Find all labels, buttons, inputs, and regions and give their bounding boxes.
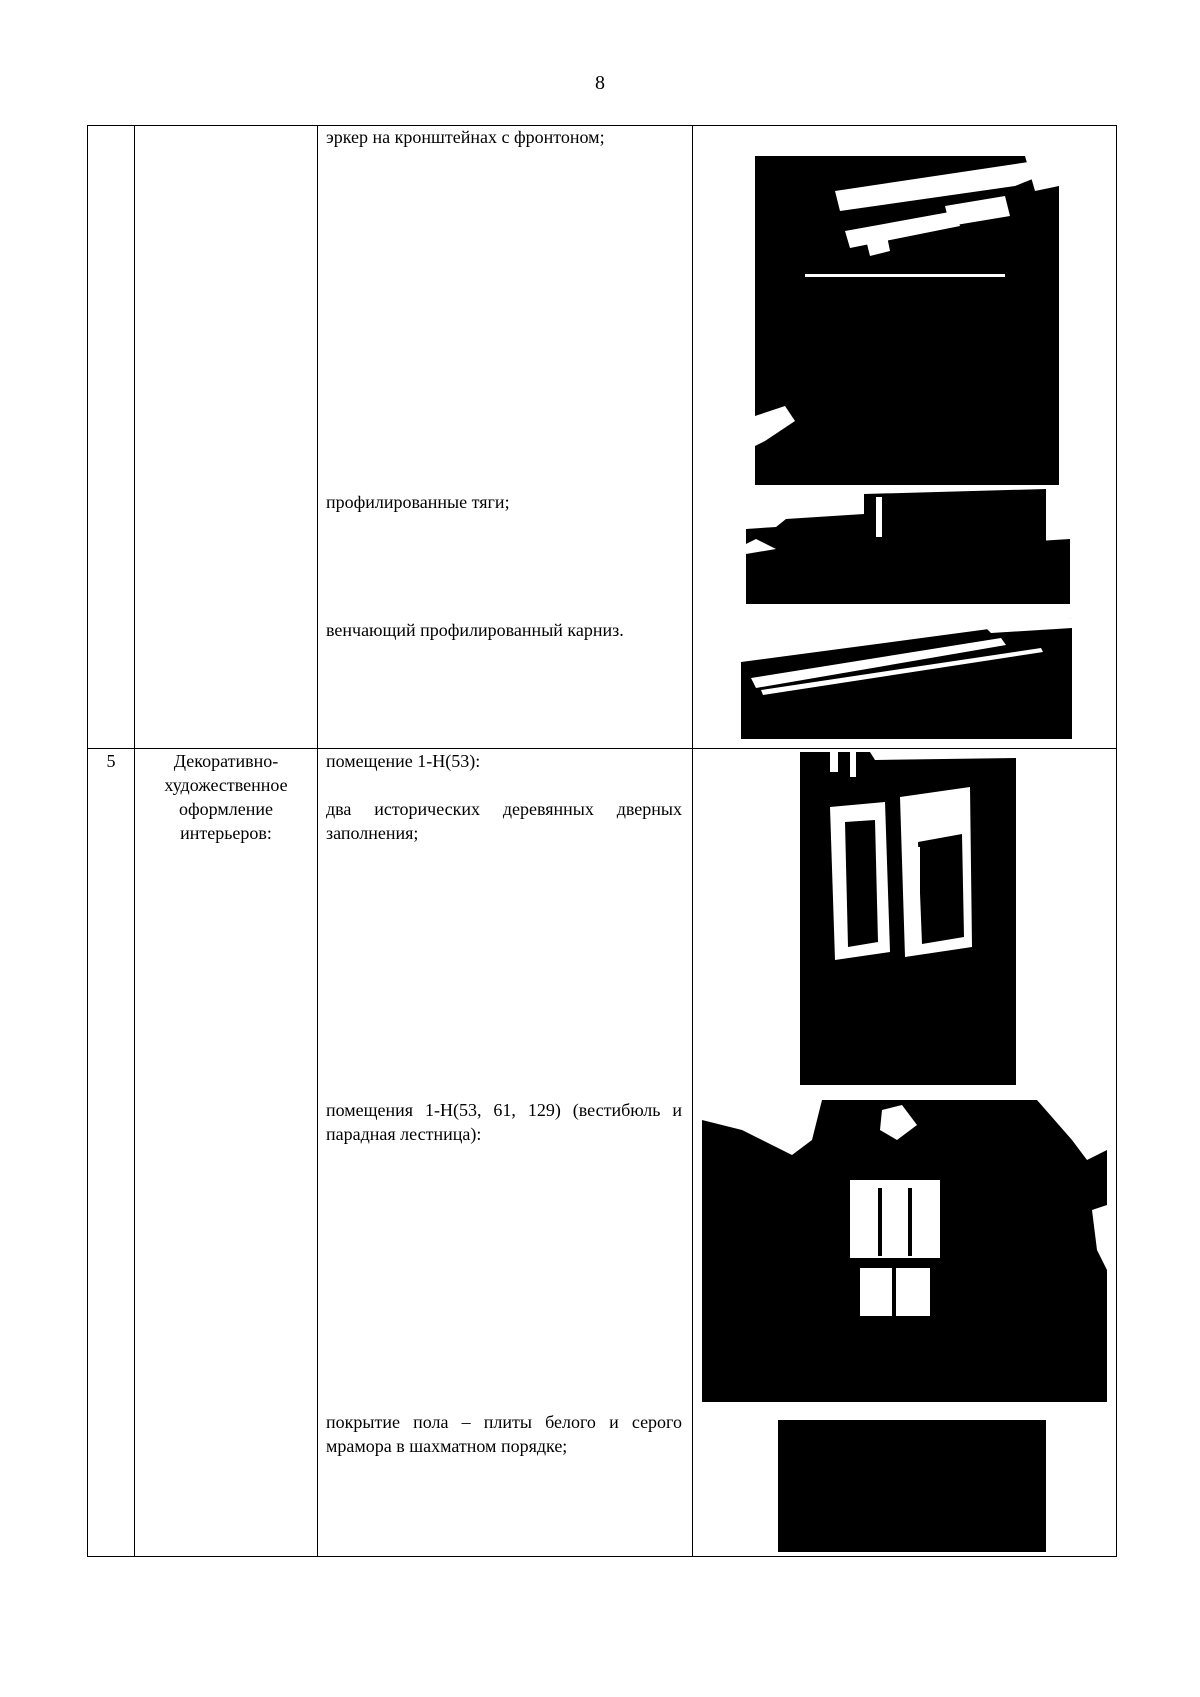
objects-table [87, 125, 1117, 1557]
row-name: Декоративно-художественное оформление интерьеров: [164, 751, 288, 843]
item-erker: эркер на кронштейнах с фронтоном; [326, 127, 605, 147]
item-pomeshchenie-53: помещение 1-Н(53): [326, 751, 481, 771]
photo-karniz [741, 618, 1072, 739]
column-divider [317, 126, 318, 1556]
photo-pol [778, 1420, 1046, 1552]
item-dveri: два исторических деревянных дверных заполнения; [326, 799, 682, 843]
page-number: 8 [595, 72, 605, 94]
photo-dveri [800, 752, 1016, 1085]
row-number: 5 [106, 751, 116, 771]
item-pol: покрытие пола – плиты белого и серого мрамора в шахматном порядке; [326, 1412, 682, 1456]
item-tyagi: профилированные тяги; [326, 492, 510, 512]
item-karniz: венчающий профилированный карниз. [326, 620, 624, 640]
item-vestibyul: помещения 1-Н(53, 61, 129) (вестибюль и парадная лестница): [326, 1100, 682, 1144]
photo-erker [755, 156, 1059, 485]
column-divider [134, 126, 135, 1556]
column-divider [692, 126, 693, 1556]
photo-vestibyul [702, 1100, 1107, 1402]
photo-tyagi [746, 489, 1070, 604]
